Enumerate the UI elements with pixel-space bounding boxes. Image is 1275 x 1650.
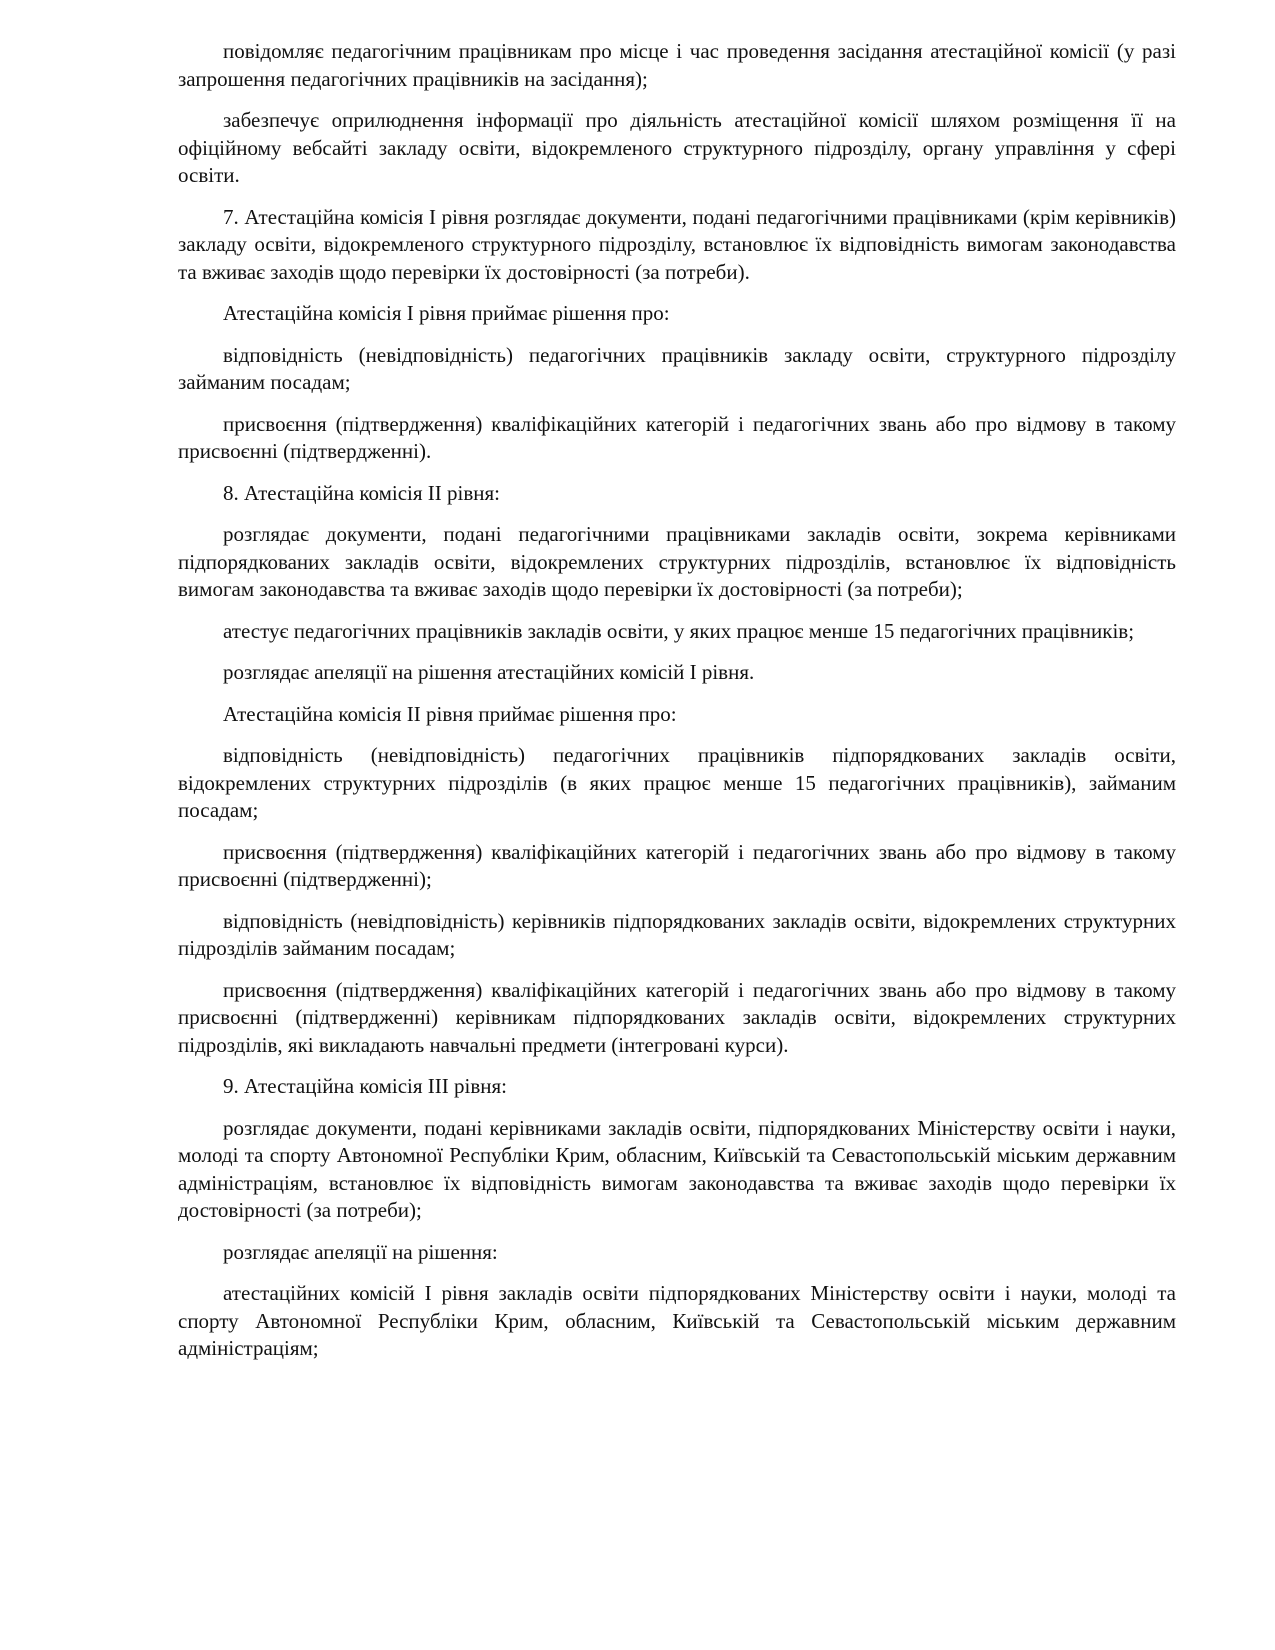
document-paragraph: забезпечує оприлюднення інформації про діяльність атестаційної комісії шляхом розміщення її на офіційному вебсайті закладу освіти, відокремленого структурного підрозділу, органу управління у сфері освіти. <box>178 108 1176 187</box>
document-paragraph: відповідність (невідповідність) педагогічних працівників підпорядкованих закладів освіти, відокремлених структурних підрозділів (в яких працює менше 15 педагогічних працівників), займаним посадам; <box>178 743 1176 822</box>
document-paragraph: 7. Атестаційна комісія І рівня розглядає документи, подані педагогічними працівниками (крім керівників) закладу освіти, відокремленого структурного підрозділу, встановлює їх відповідність вимогам законодавства та вживає заходів щодо перевірки їх достовірності (за потреби). <box>178 204 1176 284</box>
document-paragraph: атестує педагогічних працівників закладів освіти, у яких працює менше 15 педагогічних працівників; <box>223 618 1135 643</box>
document-paragraph: Атестаційна комісія І рівня приймає рішення про: <box>223 301 670 325</box>
document-paragraph: присвоєння (підтвердження) кваліфікаційних категорій і педагогічних звань або про відмову в такому присвоєнні (підтвердженні). <box>178 411 1176 463</box>
document-paragraph: відповідність (невідповідність) педагогічних працівників закладу освіти, структурного підрозділу займаним посадам; <box>178 342 1176 394</box>
document-paragraph: розглядає апеляції на рішення: <box>223 1239 498 1264</box>
document-paragraph: присвоєння (підтвердження) кваліфікаційних категорій і педагогічних звань або про відмову в такому присвоєнні (підтвердженні) керівникам підпорядкованих закладів освіти, відокремлених структурних підрозділів, які викладають навчальні предмети (інтегровані курси). <box>178 977 1176 1057</box>
document-paragraph: присвоєння (підтвердження) кваліфікаційних категорій і педагогічних звань або про відмову в такому присвоєнні (підтвердженні); <box>178 839 1176 891</box>
document-paragraph: Атестаційна комісія ІІ рівня приймає рішення про: <box>223 701 677 726</box>
document-paragraph: повідомляє педагогічним працівникам про місце і час проведення засідання атестаційної комісії (у разі запрошення педагогічних працівників на засідання); <box>178 39 1176 91</box>
document-paragraph: атестаційних комісій І рівня закладів освіти підпорядкованих Міністерству освіти і науки, молоді та спорту Автономної Республіки Крим, обласним, Київській та Севастопольській міським державним адміністраціям; <box>178 1281 1176 1360</box>
document-paragraph: розглядає апеляції на рішення атестаційних комісій І рівня. <box>223 660 755 684</box>
document-page <box>178 38 1176 1377</box>
document-paragraph: розглядає документи, подані керівниками закладів освіти, підпорядкованих Міністерству освіти і науки, молоді та спорту Автономної Республіки Крим, обласним, Київській та Севастопольській міським державним адміністраціям, встановлює їх відповідність вимогам законодавства та вживає заходів щодо перевірки їх достовірності (за потреби); <box>178 1115 1176 1222</box>
document-paragraph: 9. Атестаційна комісія ІІІ рівня: <box>223 1074 507 1098</box>
document-paragraph: 8. Атестаційна комісія ІІ рівня: <box>223 480 500 505</box>
document-paragraph: розглядає документи, подані педагогічними працівниками закладів освіти, зокрема керівниками підпорядкованих закладів освіти, відокремлених структурних підрозділів, встановлює їх відповідність вимогам законодавства та вживає заходів щодо перевірки їх достовірності (за потреби); <box>178 522 1176 601</box>
document-paragraph: відповідність (невідповідність) керівників підпорядкованих закладів освіти, відокремлених структурних підрозділів займаним посадам; <box>178 908 1176 960</box>
